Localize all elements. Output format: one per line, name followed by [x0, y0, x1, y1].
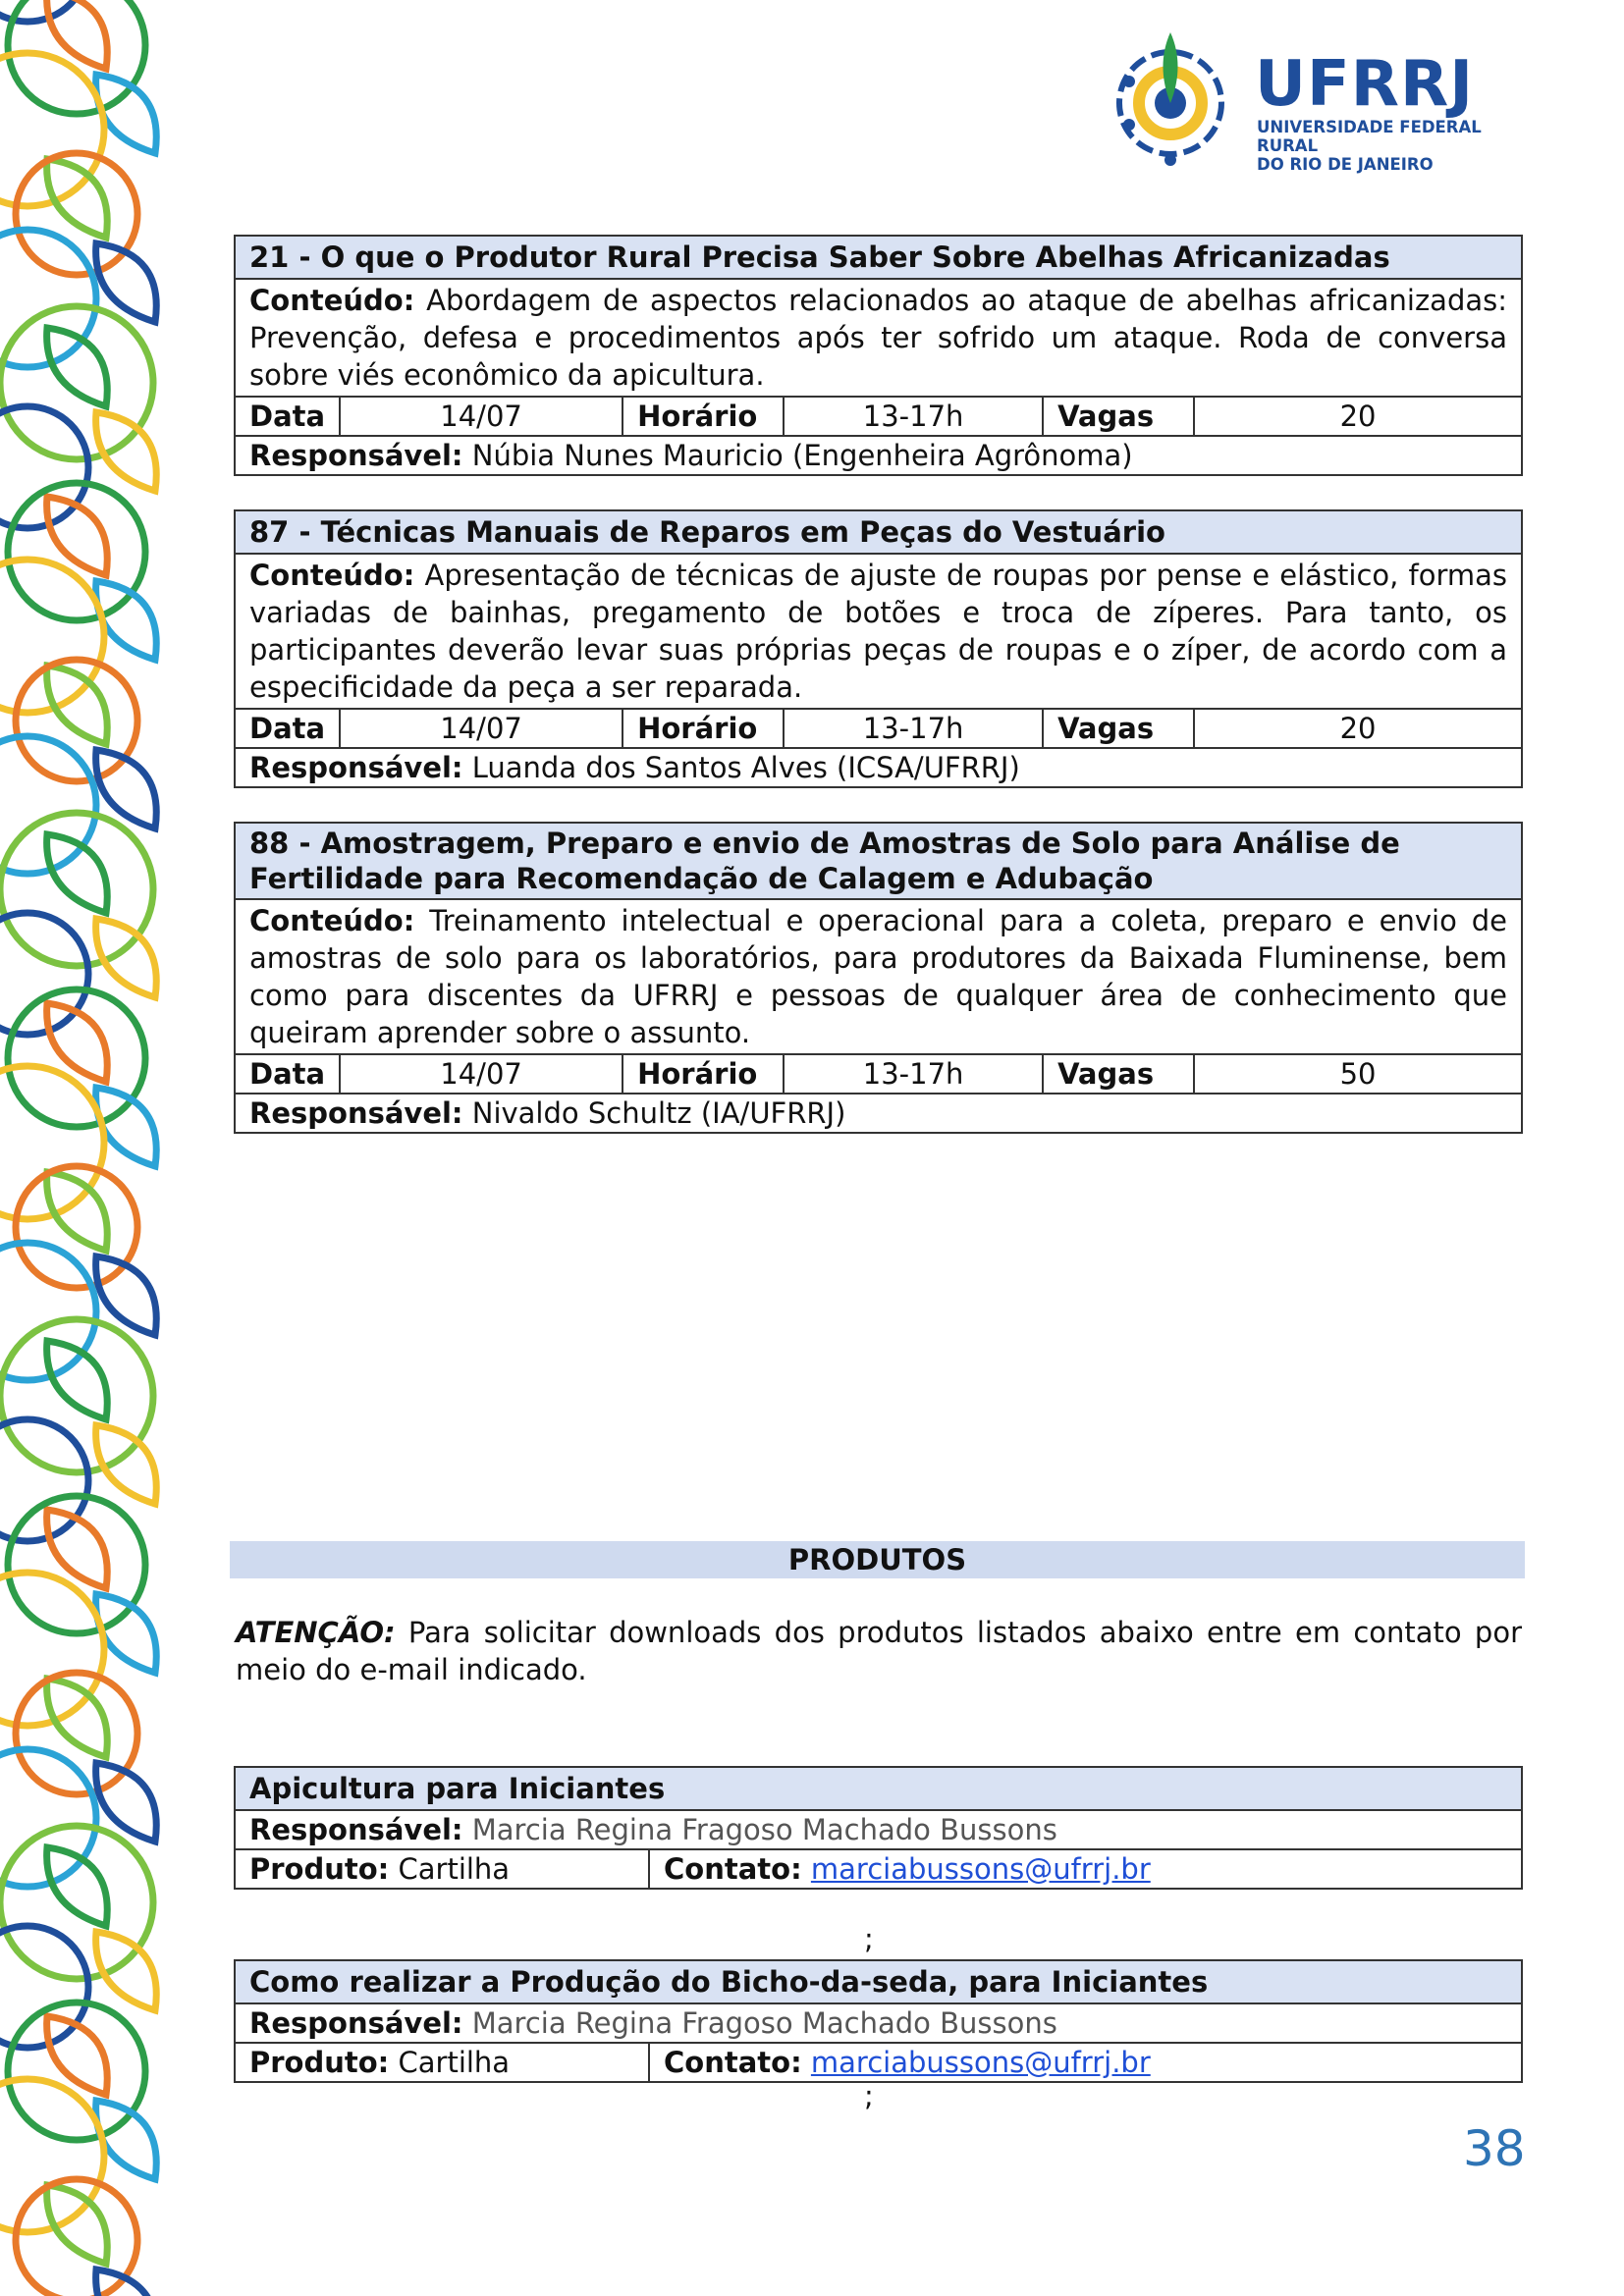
separator: ;: [864, 1922, 874, 1955]
date-label: Data: [235, 397, 340, 436]
product-card-bicho-da-seda: [234, 1959, 1523, 2083]
logo-wordmark: UFRRJ: [1255, 48, 1475, 121]
seats-value: 20: [1194, 709, 1522, 748]
ufrrj-logo: [1110, 25, 1522, 172]
course-schedule-row: [235, 1054, 1522, 1094]
product-card-apicultura: [234, 1766, 1523, 1890]
course-card-87: [234, 509, 1523, 788]
decorative-petal: [47, 1847, 108, 1926]
course-card-88: [234, 822, 1523, 1134]
decorative-petal: [47, 159, 108, 238]
decorative-border-pattern: [0, 0, 211, 2296]
product-type: Produto: Cartilha: [235, 1849, 649, 1889]
time-value: 13-17h: [784, 1054, 1043, 1094]
products-section-heading: PRODUTOS: [230, 1541, 1525, 1578]
time-label: Horário: [623, 709, 784, 748]
course-card-21: [234, 235, 1523, 476]
seats-value: 20: [1194, 397, 1522, 436]
course-responsible: Responsável: Nivaldo Schultz (IA/UFRRJ): [235, 1094, 1522, 1133]
course-content: Conteúdo: Apresentação de técnicas de ajuste de roupas por pense e elástico, formas variadas de bainhas, pregamento de botões e troca de zíperes. Para tanto, os participantes deverão levar suas próprias peças de roupas e o zíper, de acordo com a especificidade da peça a ser reparada.: [235, 554, 1522, 709]
course-title: 21 - O que o Produtor Rural Precisa Saber Sobre Abelhas Africanizadas: [235, 236, 1522, 279]
page-number: 38: [1463, 2120, 1526, 2177]
product-type: Produto: Cartilha: [235, 2043, 649, 2082]
decorative-petal: [96, 919, 157, 997]
product-responsible: Responsável: Marcia Regina Fragoso Machado Bussons: [235, 1810, 1522, 1849]
contact-email-link[interactable]: marciabussons@ufrrj.br: [810, 2046, 1151, 2079]
products-notice: ATENÇÃO: Para solicitar downloads dos produtos listados abaixo entre em contato por meio do e-mail indicado.: [236, 1616, 1522, 1686]
time-value: 13-17h: [784, 397, 1043, 436]
product-contact: Contato: marciabussons@ufrrj.br: [649, 2043, 1522, 2082]
date-value: 14/07: [340, 1054, 623, 1094]
seats-label: Vagas: [1043, 709, 1194, 748]
decorative-petal: [47, 1679, 108, 1757]
course-responsible: Responsável: Luanda dos Santos Alves (ICSA/UFRRJ): [235, 748, 1522, 787]
time-value: 13-17h: [784, 709, 1043, 748]
decorative-petal: [47, 1172, 108, 1251]
date-value: 14/07: [340, 397, 623, 436]
course-title: 88 - Amostragem, Preparo e envio de Amostras de Solo para Análise de Fertilidade para Recomendação de Calagem e Adubação: [235, 823, 1522, 899]
course-responsible: Responsável: Núbia Nunes Mauricio (Engenheira Agrônoma): [235, 436, 1522, 475]
seats-value: 50: [1194, 1054, 1522, 1094]
product-responsible: Responsável: Marcia Regina Fragoso Machado Bussons: [235, 2003, 1522, 2043]
decorative-petal: [96, 412, 157, 491]
product-title: Como realizar a Produção do Bicho-da-seda, para Iniciantes: [235, 1960, 1522, 2003]
course-schedule-row: [235, 397, 1522, 436]
time-label: Horário: [623, 1054, 784, 1094]
course-title: 87 - Técnicas Manuais de Reparos em Peças do Vestuário: [235, 510, 1522, 554]
product-contact: Contato: marciabussons@ufrrj.br: [649, 1849, 1522, 1889]
decorative-petal: [96, 1932, 157, 2010]
decorative-petal: [47, 2185, 108, 2264]
logo-subtitle: UNIVERSIDADE FEDERAL RURAL DO RIO DE JANEIRO: [1257, 118, 1482, 174]
course-schedule-row: [235, 709, 1522, 748]
product-title: Apicultura para Iniciantes: [235, 1767, 1522, 1810]
contact-email-link[interactable]: marciabussons@ufrrj.br: [810, 1852, 1151, 1886]
course-content: Conteúdo: Treinamento intelectual e operacional para a coleta, preparo e envio de amostras de solo para os laboratórios, para produtores da Baixada Fluminense, bem como para discentes da UFRRJ e pessoas de qualquer área de conhecimento que queiram aprender sobre o assunto.: [235, 899, 1522, 1054]
decorative-petal: [47, 834, 108, 913]
time-label: Horário: [623, 397, 784, 436]
course-content: Conteúdo: Abordagem de aspectos relacionados ao ataque de abelhas africanizadas: Prevenção, defesa e procedimentos após ter sofrido um ataque. Roda de conversa sobre viés econômico da apicultura.: [235, 279, 1522, 397]
date-value: 14/07: [340, 709, 623, 748]
date-label: Data: [235, 709, 340, 748]
separator: ;: [864, 2079, 874, 2112]
decorative-petal: [96, 1425, 157, 1504]
decorative-petal: [47, 666, 108, 744]
decorative-petal: [47, 328, 108, 406]
ufrrj-emblem-icon: [1110, 25, 1247, 172]
seats-label: Vagas: [1043, 1054, 1194, 1094]
decorative-petal: [47, 1341, 108, 1419]
seats-label: Vagas: [1043, 397, 1194, 436]
date-label: Data: [235, 1054, 340, 1094]
